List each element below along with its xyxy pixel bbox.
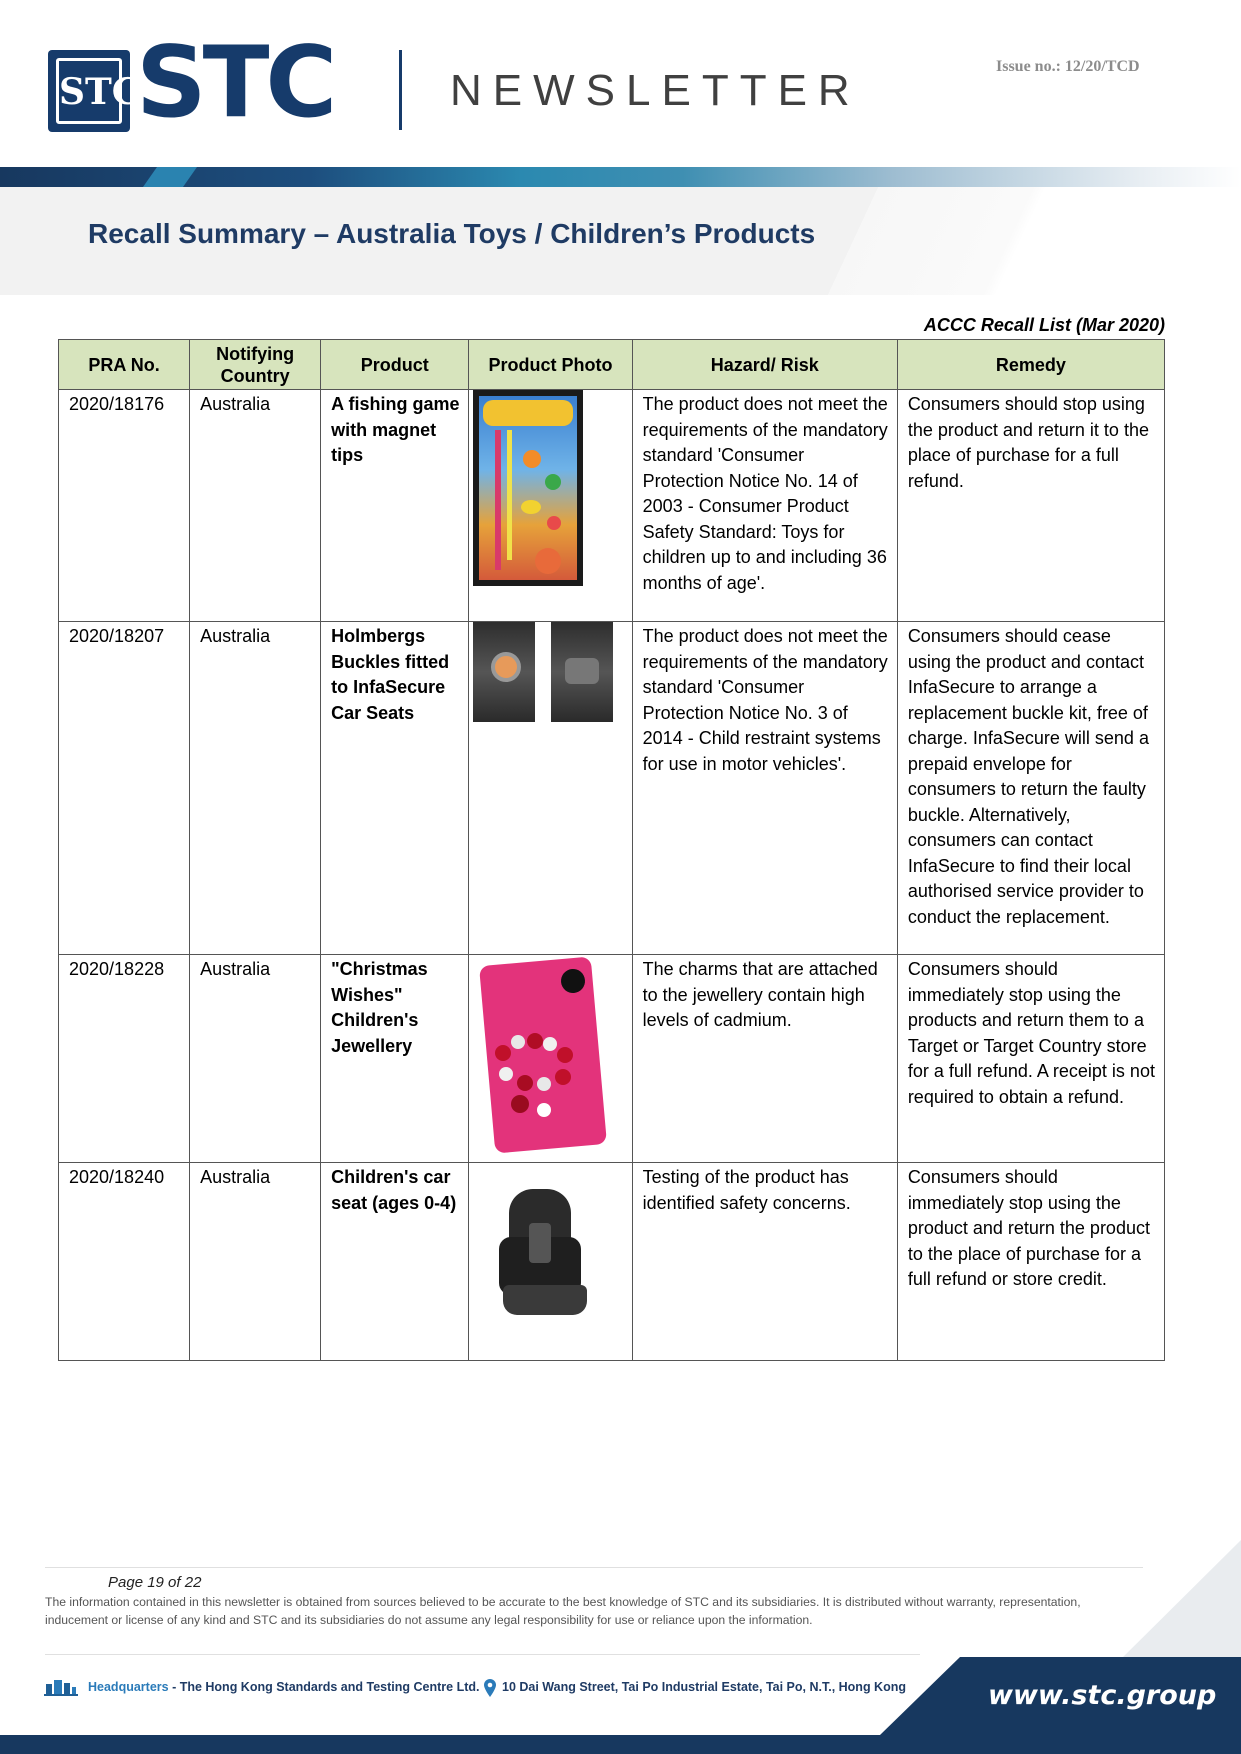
location-pin-icon [484,1679,496,1697]
jewellery-photo [477,955,612,1155]
table-row [59,622,1165,955]
footer-divider-2 [45,1654,920,1655]
page-number: Page 19 of 22 [108,1574,202,1591]
newsletter-label: NEWSLETTER [450,66,861,115]
header-product: Product [321,340,469,390]
cell-pra-no: 2020/18176 [59,390,190,622]
cell-photo [469,390,632,622]
table-row [59,390,1165,622]
cell-country: Australia [190,1163,321,1361]
cell-hazard: The charms that are attached to the jewellery contain high levels of cadmium. [632,955,897,1163]
table-row [59,1163,1165,1361]
table-header-row [59,340,1165,390]
cell-hazard: The product does not meet the requirements of the mandatory standard 'Consumer Protection Notice No. 3 of 2014 - Child restraint systems for use in motor vehicles'. [632,622,897,955]
cell-hazard: The product does not meet the requirements of the mandatory standard 'Consumer Protection Notice No. 14 of 2003 - Consumer Product Safety Standard: Toys for children up to and including 36 months of age'. [632,390,897,622]
cell-photo [469,1163,632,1361]
cell-country: Australia [190,622,321,955]
headquarters-label: Headquarters [88,1680,169,1694]
headquarters-name: - The Hong Kong Standards and Testing Centre Ltd. [168,1680,480,1694]
cell-product: "Christmas Wishes" Children's Jewellery [321,955,469,1163]
car-seat-photo [485,1167,603,1339]
cell-country: Australia [190,955,321,1163]
website-link[interactable]: www.stc.group [988,1680,1217,1711]
footer-bar [0,1735,1241,1754]
buckles-photo [473,622,627,722]
header-product-photo: Product Photo [469,340,632,390]
cell-remedy: Consumers should immediately stop using the product and return the product to the place of purchase for a full refund or store credit. [897,1163,1164,1361]
cell-pra-no: 2020/18228 [59,955,190,1163]
header-notifying-country: Notifying Country [190,340,321,390]
table-caption: ACCC Recall List (Mar 2020) [923,315,1165,335]
cell-pra-no: 2020/18240 [59,1163,190,1361]
header-hazard-risk: Hazard/ Risk [632,340,897,390]
disclaimer-text: The information contained in this newsletter is obtained from sources believed to be accurate to the best knowledge of STC and its subsidiaries. It is distributed without warranty, representation, inducement or license of any kind and STC and its subsidiaries do not assume any legal responsibility for use or reliance upon the information. [45,1595,1081,1627]
fishing-game-photo [473,390,583,586]
cell-photo [469,622,632,955]
header-divider [399,50,402,130]
cell-remedy: Consumers should stop using the product and return it to the place of purchase for a full refund. [897,390,1164,622]
recall-table [58,339,1165,1361]
table-row [59,955,1165,1163]
cell-product: Holmbergs Buckles fitted to InfaSecure Car Seats [321,622,469,955]
address-text: 10 Dai Wang Street, Tai Po Industrial Estate, Tai Po, N.T., Hong Kong [502,1680,906,1694]
headquarters-text [88,1680,479,1694]
page-title: Recall Summary – Australia Toys / Children’s Products [88,218,816,249]
issue-number: Issue no.: 12/20/TCD [996,58,1140,75]
cell-remedy: Consumers should cease using the product and contact InfaSecure to arrange a replacement buckle kit, free of charge. InfaSecure will send a prepaid envelope for consumers to return the faulty buckle. Alternatively, consumers can contact InfaSecure to find their local authorised service provider to conduct the replacement. [897,622,1164,955]
footer-corner-shape [1120,1540,1241,1660]
stc-logo-mark: STC [48,50,130,132]
stc-logo-text: STC [136,26,334,140]
cell-photo [469,955,632,1163]
header-pra-no: PRA No. [59,340,190,390]
cell-country: Australia [190,390,321,622]
footer-divider [45,1567,1143,1568]
cell-product: A fishing game with magnet tips [321,390,469,622]
cell-hazard: Testing of the product has identified safety concerns. [632,1163,897,1361]
cell-pra-no: 2020/18207 [59,622,190,955]
cell-remedy: Consumers should immediately stop using the products and return them to a Target or Target Country store for a full refund. A receipt is not required to obtain a refund. [897,955,1164,1163]
header-remedy: Remedy [897,340,1164,390]
cell-product: Children's car seat (ages 0-4) [321,1163,469,1361]
building-icon [44,1678,78,1696]
